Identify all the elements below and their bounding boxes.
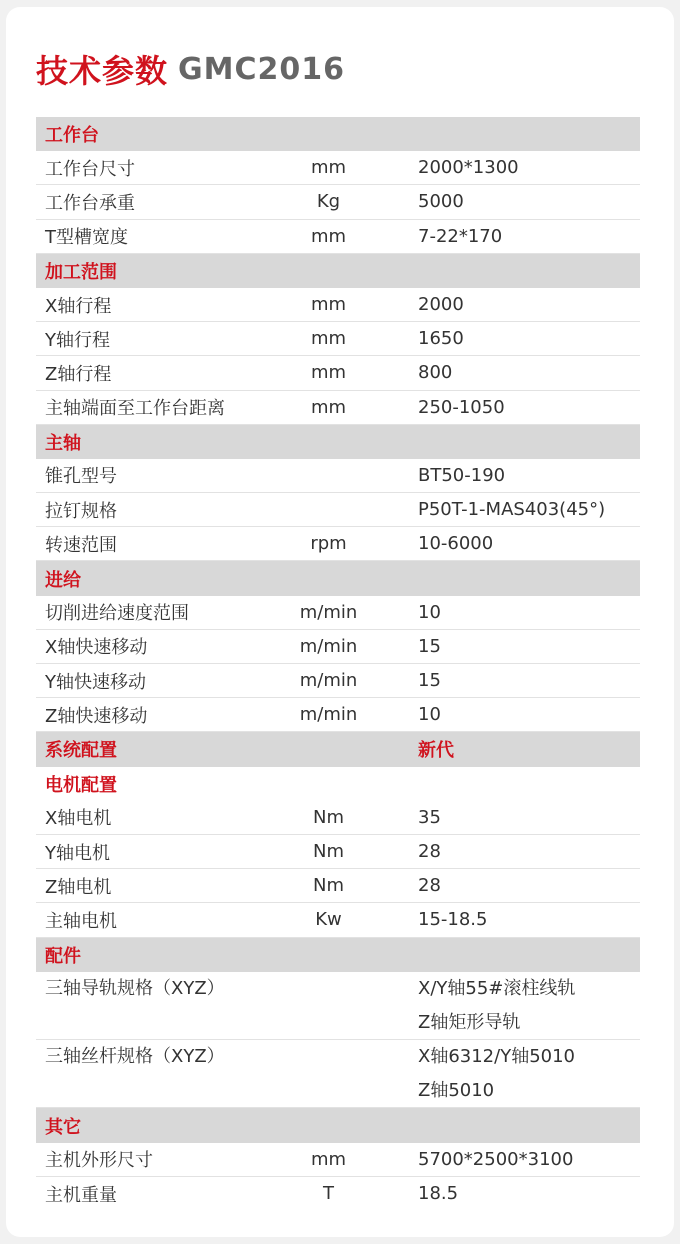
spec-row <box>36 1143 640 1177</box>
spec-unit: mm <box>310 362 347 384</box>
spec-value-line: 800 <box>418 362 453 384</box>
spec-value-line: X轴6312/Y轴5010 <box>418 1046 576 1068</box>
spec-value <box>401 362 640 383</box>
section-header <box>36 254 640 288</box>
spec-unit: mm <box>310 225 347 247</box>
spec-name: 主轴电机 <box>45 910 117 932</box>
spec-value-line: P50T-1-MAS403(45°) <box>418 499 606 521</box>
section-header <box>36 1108 640 1142</box>
spec-value <box>401 226 640 247</box>
section-title: 加工范围 <box>45 261 117 283</box>
spec-value-line: 35 <box>418 806 441 828</box>
spec-value-line: 5700*2500*3100 <box>418 1148 574 1170</box>
spec-row <box>36 801 640 835</box>
spec-unit: T <box>323 1183 334 1205</box>
spec-name: T型槽宽度 <box>45 227 128 249</box>
spec-unit: m/min <box>299 670 358 692</box>
spec-name: X轴快速移动 <box>45 637 148 659</box>
spec-value <box>401 465 640 486</box>
spec-name: Z轴快速移动 <box>45 705 148 727</box>
spec-row <box>36 664 640 698</box>
page-title <box>36 44 345 94</box>
model-number: GMC2016 <box>178 51 346 87</box>
spec-row <box>36 972 640 1040</box>
spec-row <box>36 869 640 903</box>
section-header <box>36 938 640 972</box>
spec-value <box>401 807 640 828</box>
spec-unit: m/min <box>299 704 358 726</box>
spec-value-line: 15-18.5 <box>418 909 488 931</box>
section-title: 配件 <box>45 945 81 967</box>
spec-row <box>36 322 640 356</box>
spec-row <box>36 835 640 869</box>
spec-row <box>36 630 640 664</box>
spec-value-line: 250-1050 <box>418 396 505 418</box>
spec-value <box>401 602 640 623</box>
spec-name: 工作台尺寸 <box>45 158 135 180</box>
section-title: 工作台 <box>45 125 99 147</box>
spec-name: 拉钉规格 <box>45 500 117 522</box>
spec-value <box>401 875 640 896</box>
spec-name: Y轴电机 <box>45 842 110 864</box>
spec-value <box>401 294 640 315</box>
spec-unit: Nm <box>313 841 344 863</box>
section-title: 进给 <box>45 569 81 591</box>
spec-name: Y轴快速移动 <box>45 671 146 693</box>
spec-row <box>36 288 640 322</box>
spec-name: 锥孔型号 <box>45 466 117 488</box>
section-header <box>36 117 640 151</box>
spec-value-line: 10 <box>418 601 441 623</box>
spec-value <box>401 191 640 212</box>
spec-unit: Nm <box>313 875 344 897</box>
spec-row <box>36 903 640 937</box>
spec-unit: mm <box>310 294 347 316</box>
spec-unit: mm <box>310 328 347 350</box>
spec-value-line: X/Y轴55#滚柱线轨 <box>418 977 576 999</box>
spec-value <box>401 157 640 178</box>
spec-value <box>401 499 640 520</box>
spec-row <box>36 527 640 561</box>
spec-value <box>401 328 640 349</box>
spec-name: 三轴导轨规格（XYZ） <box>45 977 225 999</box>
spec-row <box>36 151 640 185</box>
spec-value-line: 28 <box>418 841 441 863</box>
spec-name: Y轴行程 <box>45 329 110 351</box>
spec-row <box>36 391 640 425</box>
spec-value <box>401 670 640 691</box>
spec-unit: m/min <box>299 635 358 657</box>
spec-name: 工作台承重 <box>45 192 135 214</box>
spec-value <box>401 533 640 554</box>
spec-row <box>36 1177 640 1211</box>
spec-value-line: 10 <box>418 704 441 726</box>
spec-unit: mm <box>310 396 347 418</box>
section-title: 电机配置 <box>45 774 117 796</box>
spec-name: X轴行程 <box>45 295 112 317</box>
spec-value <box>401 636 640 657</box>
spec-value-line-2: Z轴矩形导轨 <box>418 1011 521 1033</box>
section-header <box>36 561 640 595</box>
section-header <box>36 767 640 801</box>
spec-value <box>401 1040 640 1108</box>
spec-row <box>36 1040 640 1108</box>
spec-name: 主机重量 <box>45 1184 117 1206</box>
spec-unit: rpm <box>310 533 347 555</box>
spec-name: Z轴电机 <box>45 876 112 898</box>
spec-name: 主机外形尺寸 <box>45 1150 153 1172</box>
spec-row <box>36 698 640 732</box>
spec-unit: m/min <box>299 601 358 623</box>
section-title: 主轴 <box>45 432 81 454</box>
section-header <box>36 732 640 766</box>
spec-unit: Nm <box>313 806 344 828</box>
spec-unit: mm <box>310 1148 347 1170</box>
spec-value <box>401 909 640 930</box>
section-title: 其它 <box>45 1116 81 1138</box>
spec-row <box>36 185 640 219</box>
spec-value-line: 15 <box>418 635 441 657</box>
spec-value-line: 28 <box>418 875 441 897</box>
spec-value-line: 2000 <box>418 294 464 316</box>
spec-table <box>36 117 640 1211</box>
spec-name: 转速范围 <box>45 534 117 556</box>
spec-row <box>36 596 640 630</box>
spec-name: Z轴行程 <box>45 363 112 385</box>
spec-row <box>36 356 640 390</box>
spec-value-line: BT50-190 <box>418 464 506 486</box>
spec-value <box>401 704 640 725</box>
spec-row <box>36 493 640 527</box>
spec-unit: mm <box>310 157 347 179</box>
spec-value-line: 15 <box>418 670 441 692</box>
spec-value <box>401 1149 640 1170</box>
spec-name: 主轴端面至工作台距离 <box>45 398 225 420</box>
spec-value-line: 2000*1300 <box>418 157 519 179</box>
spec-value <box>401 1183 640 1204</box>
spec-value-line: 1650 <box>418 328 464 350</box>
spec-value-line: 7-22*170 <box>418 225 503 247</box>
spec-name: X轴电机 <box>45 808 112 830</box>
spec-row <box>36 220 640 254</box>
spec-unit: Kw <box>315 909 342 931</box>
spec-value <box>401 397 640 418</box>
spec-value-line-2: Z轴5010 <box>418 1080 495 1102</box>
section-header <box>36 425 640 459</box>
spec-value-line: 5000 <box>418 191 464 213</box>
spec-value <box>401 972 640 1040</box>
spec-unit: Kg <box>316 191 341 213</box>
title-text: 技术参数 <box>36 52 169 90</box>
spec-value-line: 18.5 <box>418 1183 459 1205</box>
section-title: 系统配置 <box>45 740 117 762</box>
spec-value <box>401 841 640 862</box>
spec-row <box>36 459 640 493</box>
spec-value-line: 10-6000 <box>418 533 494 555</box>
spec-name: 切削进给速度范围 <box>45 603 189 625</box>
spec-name: 三轴丝杆规格（XYZ） <box>45 1046 225 1068</box>
section-value: 新代 <box>418 740 454 762</box>
